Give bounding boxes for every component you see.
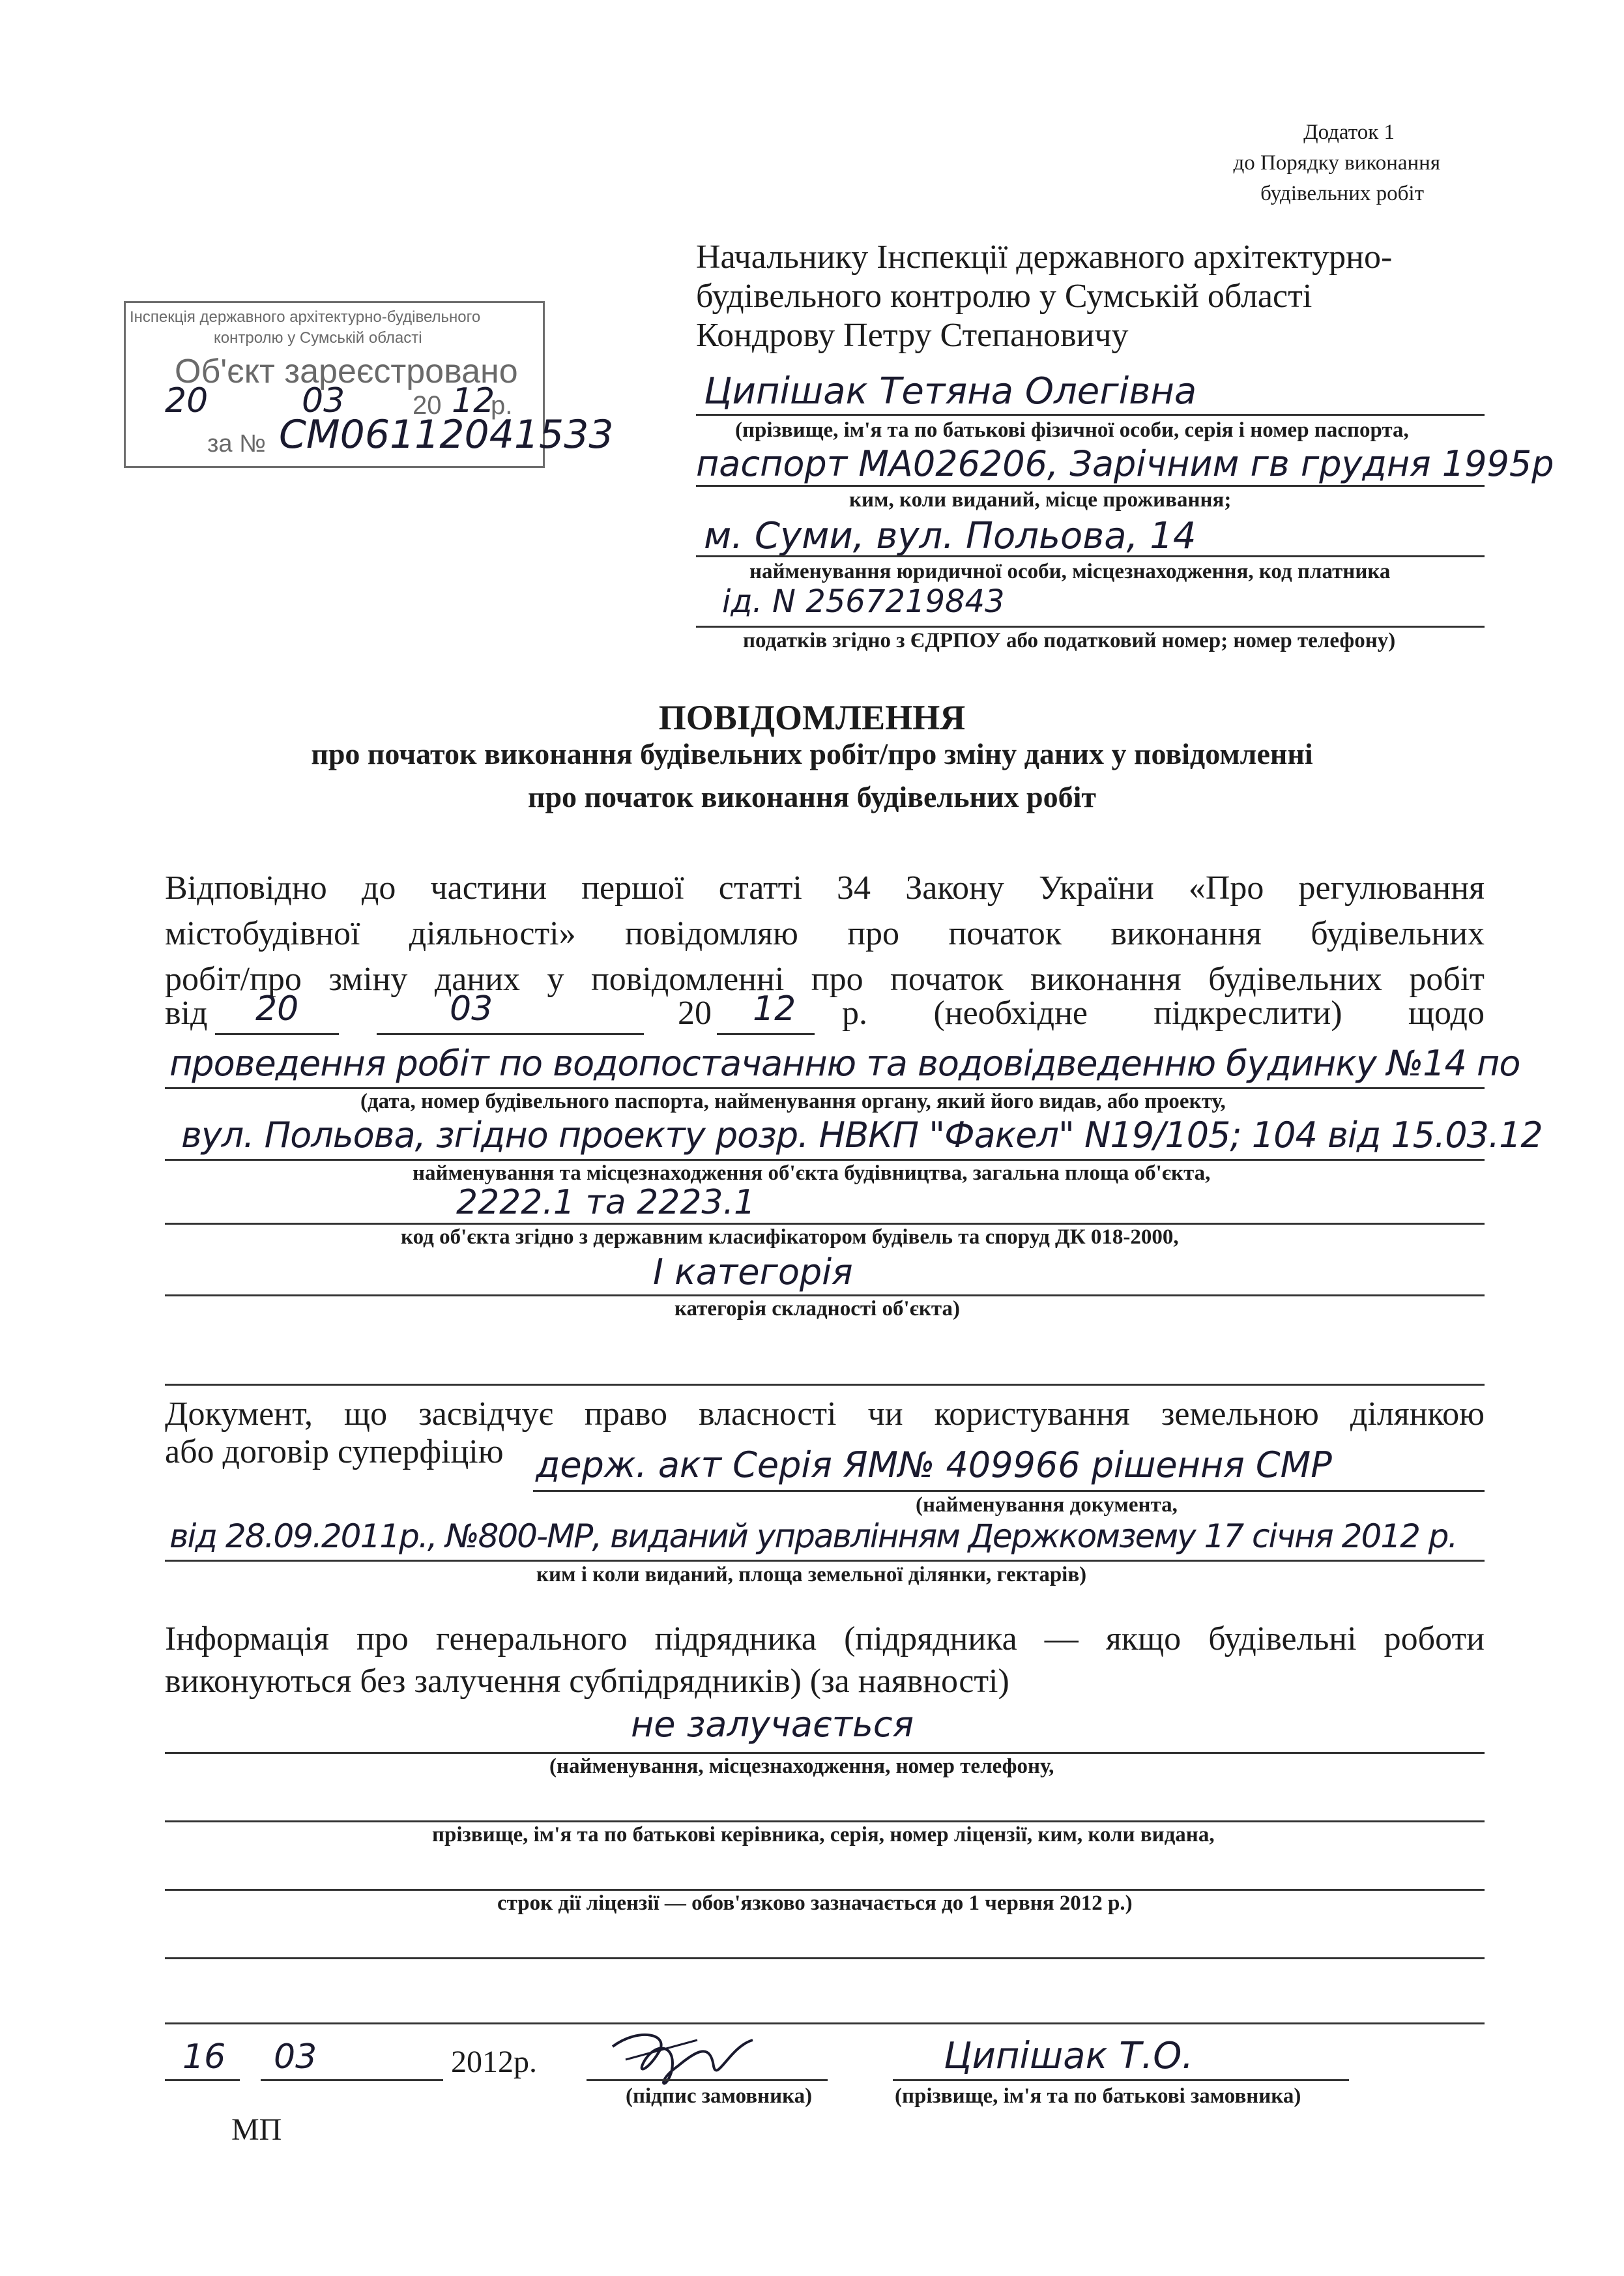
contractor-blank-line-4 [165,2022,1485,2024]
work-description-1: проведення робіт по водопостачанню та водовідведенню будинку №14 по [169,1043,1520,1084]
addressee-line-2: будівельного контролю у Сумській області [696,278,1312,315]
applicant-address: м. Суми, вул. Польова, 14 [704,515,1196,557]
surname-line [893,2079,1349,2081]
body-line-2: містобудівної діяльності» повідомляю про початок виконання будівельних [165,915,1485,952]
contractor-blank-line-2 [165,1889,1485,1891]
document-subtitle-2: про початок виконання будівельних робіт [527,780,1097,813]
start-day-line [215,1033,339,1035]
contractor-line-2: виконуються без залучення субпідрядників) (за наявності) [165,1663,1009,1700]
document-subtitle-1: про початок виконання будівельних робіт/про зміну даних у повідомленні [311,737,1313,770]
land-document-caption: (найменування документа, [916,1493,1178,1517]
object-code-caption: код об'єкта згідно з державним класифікатором будівель та споруд ДК 018-2000, [401,1225,1179,1249]
land-document-name: держ. акт Серія ЯМ№ 409966 рішення СМР [536,1444,1332,1485]
object-code-line [165,1223,1485,1225]
object-category-caption: категорія складності об'єкта) [674,1297,961,1320]
stamp-registered: Об'єкт зареєстровано [175,353,518,390]
start-day: 20 [255,989,299,1029]
contractor-caption-2: прізвище, ім'я та по батькові керівника, серія, номер ліцензії, ким, коли видана, [432,1823,1215,1846]
start-month-line [377,1033,644,1035]
surname-caption: (прізвище, ім'я та по батькові замовника) [895,2084,1301,2108]
work-line-1 [165,1087,1485,1089]
document-title: ПОВІДОМЛЕННЯ [658,698,966,737]
stamp-date-day: 20 [165,381,209,420]
start-month: 03 [450,989,493,1029]
stamp-org-line-2: контролю у Сумській області [214,329,422,347]
body-line-3: робіт/про зміну даних у повідомленні про початок виконання будівельних робіт [165,961,1485,998]
signed-year: 2012р. [451,2045,537,2079]
applicant-name: Ципішак Тетяна Олегівна [704,370,1197,413]
applicant-passport-caption: ким, коли виданий, місце проживання; [849,488,1232,512]
contractor-caption-3: строк дії ліцензії — обов'язково зазначається до 1 червня 2012 р.) [497,1891,1133,1915]
body-line-4-from: від [165,995,208,1032]
blank-line-1 [165,1384,1485,1386]
addressee-line-3: Кондрову Петру Степановичу [696,317,1129,354]
appendix-line-2: до Порядку виконання [1233,151,1440,175]
land-issued-caption: ким і коли виданий, площа земельної ділянки, гектарів) [536,1563,1087,1586]
appendix-line-3: будівельних робіт [1260,182,1424,205]
signature-caption: (підпис замовника) [626,2084,813,2108]
stamp-number-prefix: за № [207,430,266,458]
stamp-date-year: 12 [452,381,495,420]
stamp-number: СМ06112041533 [279,412,614,458]
body-line-1: Відповідно до частини першої статті 34 Закону України «Про регулювання [165,869,1485,907]
land-issued: від 28.09.2011р., №800-МР, виданий управлінням Держкомзему 17 січня 2012 р. [169,1517,1457,1555]
contractor-caption-1: (найменування, місцезнаходження, номер телефону, [549,1755,1054,1778]
applicant-tax-caption: податків згідно з ЄДРПОУ або податковий номер; номер телефону) [743,629,1396,652]
land-document-line [533,1490,1485,1492]
contractor-line [165,1752,1485,1754]
addressee-line-1: Начальнику Інспекції державного архітектурно- [696,239,1393,276]
contractor-blank-line-1 [165,1820,1485,1822]
stamp-org-line-1: Інспекція державного архітектурно-будівельного [130,308,481,326]
object-category-line [165,1294,1485,1296]
land-issued-line [165,1560,1485,1562]
start-year-prefix: 20 [678,995,712,1032]
applicant-tax-id: ід. N 2567219843 [722,583,1005,620]
applicant-name-line [696,414,1485,416]
stamp-date-month: 03 [302,381,345,420]
stamp-year-suffix: р. [491,391,513,420]
customer-surname: Ципішак Т.О. [944,2035,1194,2077]
signed-month-line [261,2079,443,2081]
contractor-line-1: Інформація про генерального підрядника (підрядника — якщо будівельні роботи [165,1620,1485,1657]
land-line-1: Документ, що засвідчує право власності чи користування земельною ділянкою [165,1395,1485,1433]
applicant-passport: паспорт МА026206, Зарічним гв грудня 1995р [696,443,1554,484]
start-year: 12 [753,989,796,1029]
applicant-address-caption: найменування юридичної особи, місцезнаходження, код платника [749,560,1391,583]
work-caption-2: найменування та місцезнаходження об'єкта будівництва, загальна площа об'єкта, [413,1161,1211,1185]
stamp-year-prefix: 20 [413,391,442,420]
applicant-passport-line [696,485,1485,487]
signature-line [587,2079,828,2081]
signed-month: 03 [274,2037,317,2077]
signed-day: 16 [182,2037,226,2077]
appendix-line-1: Додаток 1 [1303,121,1395,144]
appendix-block [1193,117,1440,209]
applicant-address-line [696,555,1485,557]
object-category: І категорія [653,1251,853,1292]
contractor-value: не залучається [631,1704,914,1745]
work-caption-1: (дата, номер будівельного паспорта, найменування органу, який його видав, або проекту, [360,1090,1226,1113]
land-line-2: або договір суперфіцію [165,1433,504,1470]
body-line-4-rest: р. (необхідне підкреслити) щодо [842,995,1485,1032]
signed-day-line [165,2079,240,2081]
addressee-block [696,238,1392,355]
work-line-2 [165,1159,1485,1161]
object-code: 2222.1 та 2223.1 [456,1183,756,1222]
contractor-blank-line-3 [165,1957,1485,1959]
applicant-tax-line [696,626,1485,628]
work-description-2: вул. Польова, згідно проекту розр. НВКП "Факел" N19/105; 104 від 15.03.12 [181,1115,1543,1156]
stamp-place-mp: МП [231,2112,282,2147]
start-year-line [717,1033,815,1035]
applicant-name-caption: (прізвище, ім'я та по батькові фізичної особи, серія і номер паспорта, [735,418,1409,442]
